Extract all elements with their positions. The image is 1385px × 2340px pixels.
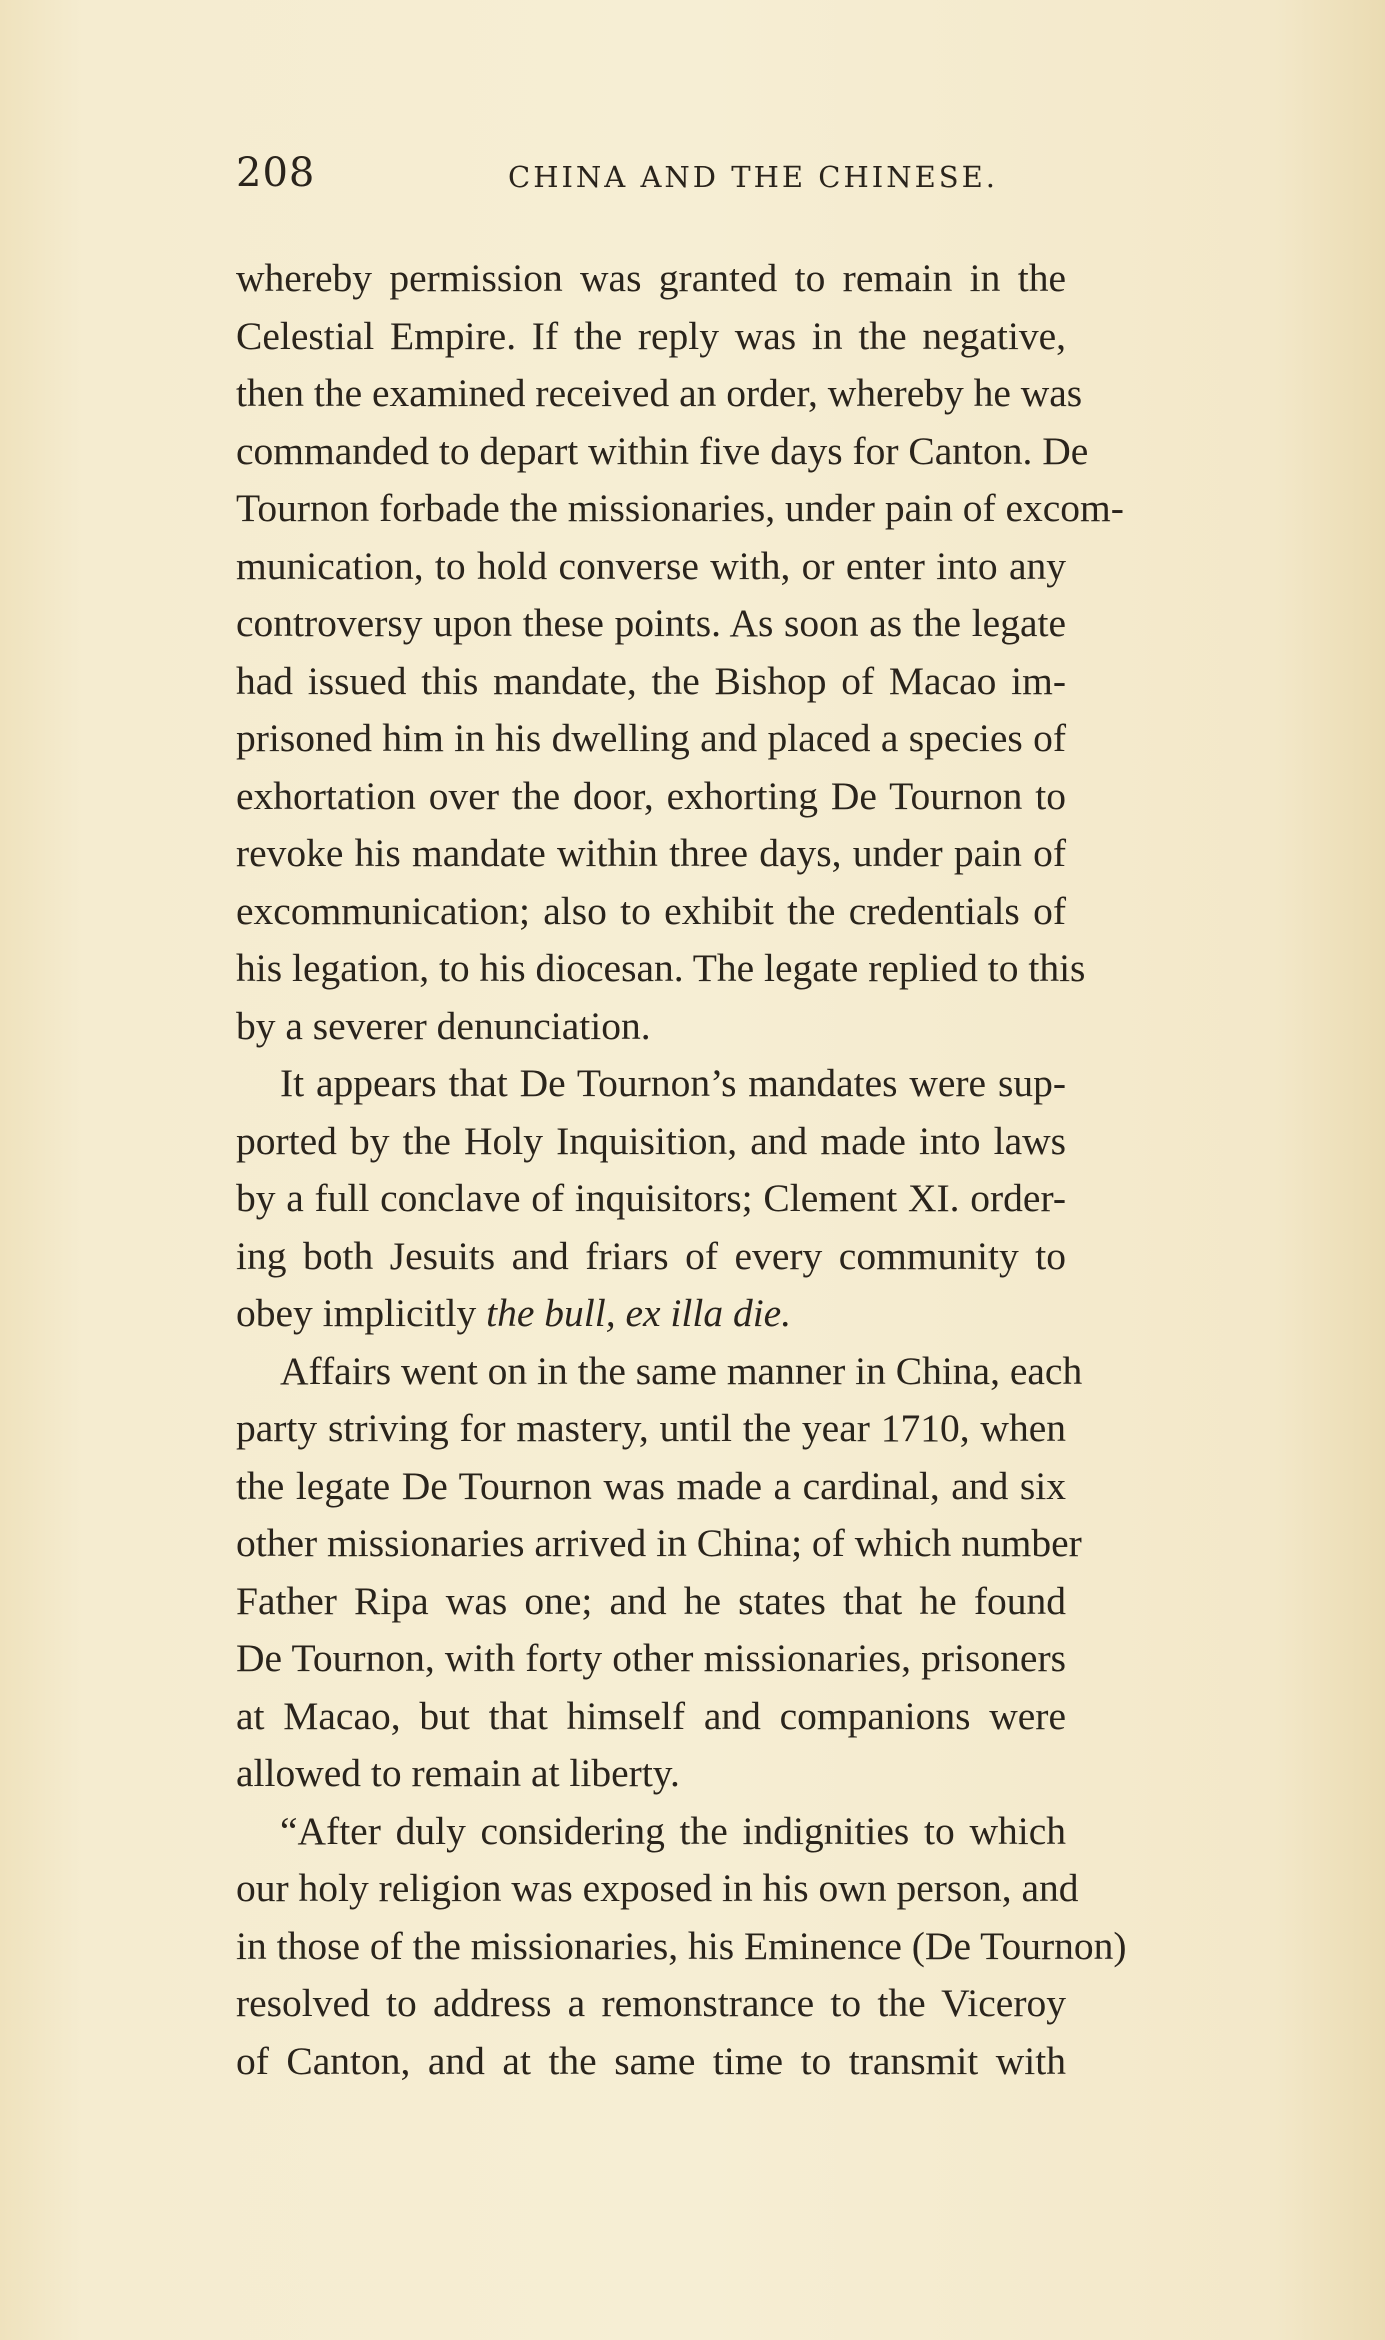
page-header <box>236 150 1066 200</box>
text-line: at Macao, but that himself and companions were <box>236 1693 1066 1738</box>
text-line: revoke his mandate within three days, under pain of <box>236 831 1066 875</box>
text-line: by a full conclave of inquisitors; Clement XI. order- <box>236 1176 1066 1220</box>
text-line: then the examined received an order, whereby he was <box>236 371 1083 415</box>
text-line: munication, to hold converse with, or enter into any <box>236 543 1066 588</box>
text-line: De Tournon, with forty other missionaries, prisoners <box>236 1636 1066 1680</box>
text-line: excommunication; also to exhibit the credentials of <box>236 888 1066 933</box>
text-line: our holy religion was exposed in his own person, and <box>236 1866 1079 1910</box>
text-line: It appears that De Tournon’s mandates were sup- <box>280 1061 1066 1105</box>
text-line: exhortation over the door, exhorting De Tournon to <box>236 773 1066 818</box>
italic-phrase: the bull, ex illa die. <box>486 1291 792 1335</box>
text-line: resolved to address a remonstrance to the Viceroy <box>236 1981 1066 2025</box>
text-line: prisoned him in his dwelling and placed a species of <box>236 716 1066 760</box>
text-line-mixed <box>236 1285 1066 1343</box>
body-text <box>236 250 1127 2090</box>
page-number: 208 <box>236 150 316 196</box>
text-fragment: obey implicitly <box>236 1291 477 1335</box>
text-line: ing both Jesuits and friars of every community to <box>236 1233 1066 1278</box>
text-line: Father Ripa was one; and he states that he found <box>236 1578 1066 1623</box>
running-head: CHINA AND THE CHINESE. <box>508 160 999 194</box>
text-line: Tournon forbade the missionaries, under pain of excom- <box>236 486 1124 530</box>
text-line: ported by the Holy Inquisition, and made into laws <box>236 1118 1066 1163</box>
text-line: controversy upon these points. As soon as the legate <box>236 601 1066 645</box>
text-line: allowed to remain at liberty. <box>236 1751 680 1795</box>
text-line: Affairs went on in the same manner in China, each <box>280 1348 1083 1393</box>
text-line: “After duly considering the indignities to which <box>280 1808 1066 1853</box>
text-line: his legation, to his diocesan. The legate replied to this <box>236 946 1086 990</box>
text-line: party striving for mastery, until the year 1710, when <box>236 1406 1066 1450</box>
text-line: whereby permission was granted to remain in the <box>236 256 1066 300</box>
text-line: in those of the missionaries, his Eminence (De Tournon) <box>236 1923 1127 1968</box>
text-line: Celestial Empire. If the reply was in the negative, <box>236 313 1066 358</box>
text-line: commanded to depart within five days for Canton. De <box>236 428 1089 473</box>
text-line: had issued this mandate, the Bishop of Macao im- <box>236 658 1066 703</box>
text-line: the legate De Tournon was made a cardinal, and six <box>236 1463 1066 1508</box>
text-line: of Canton, and at the same time to transmit with <box>236 2038 1066 2083</box>
text-line: other missionaries arrived in China; of which number <box>236 1521 1082 1565</box>
text-line: by a severer denunciation. <box>236 1003 651 1048</box>
